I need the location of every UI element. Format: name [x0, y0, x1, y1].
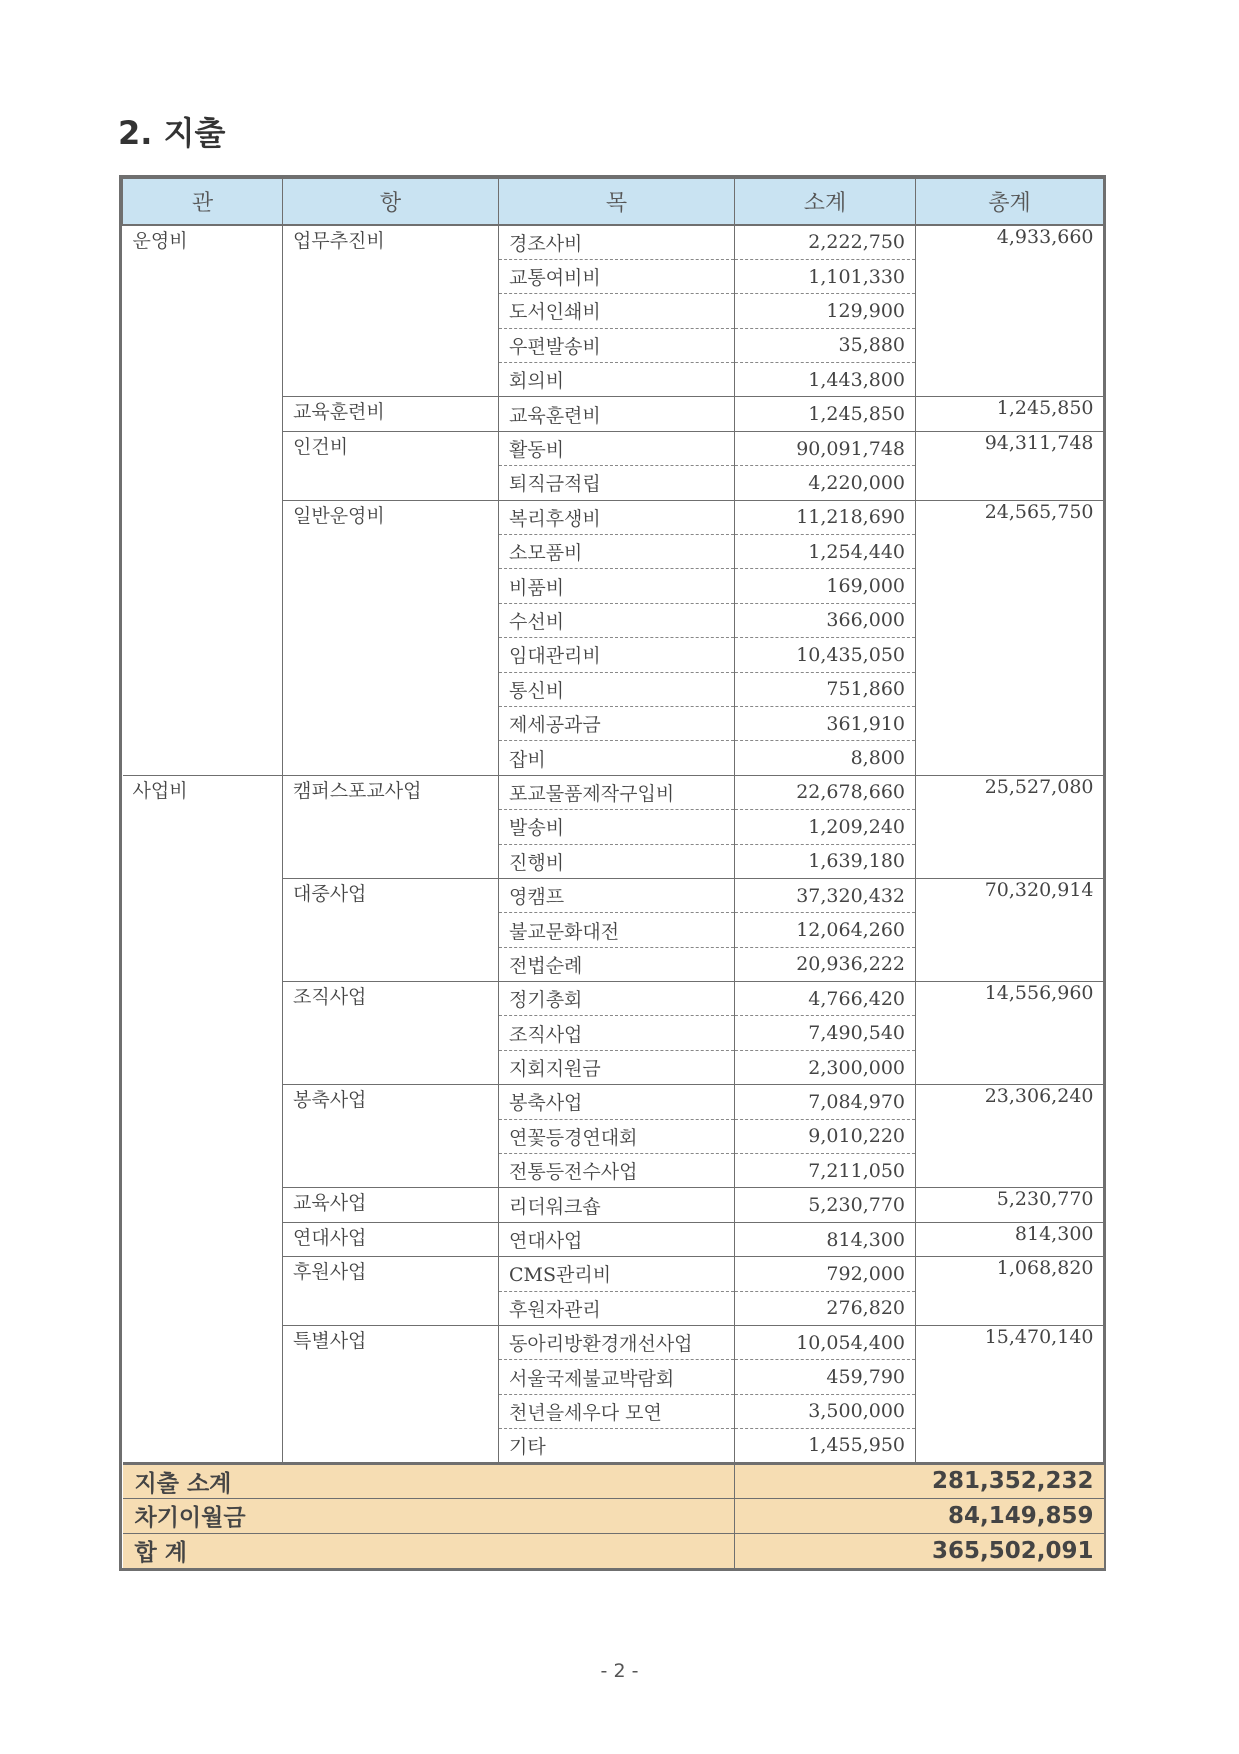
cell-total: 70,320,914 [916, 878, 1104, 981]
cell-hang: 특별사업 [283, 1326, 499, 1464]
cell-subtotal: 90,091,748 [735, 431, 916, 465]
cell-hang: 교육사업 [283, 1188, 499, 1222]
cell-subtotal: 169,000 [735, 569, 916, 603]
cell-subtotal: 1,254,440 [735, 535, 916, 569]
cell-gwan: 사업비 [123, 775, 283, 1463]
cell-total: 24,565,750 [916, 500, 1104, 775]
header-subtotal: 소계 [735, 179, 916, 226]
header-total: 총계 [916, 179, 1104, 226]
cell-mok: 불교문화대전 [499, 913, 735, 947]
cell-subtotal: 10,054,400 [735, 1326, 916, 1360]
cell-total: 814,300 [916, 1222, 1104, 1256]
summary-label: 차기이월금 [123, 1498, 735, 1533]
section-title: 2. 지출 [118, 114, 226, 152]
cell-mok: 임대관리비 [499, 638, 735, 672]
cell-mok: 통신비 [499, 672, 735, 706]
cell-subtotal: 37,320,432 [735, 878, 916, 912]
cell-subtotal: 10,435,050 [735, 638, 916, 672]
expenditure-table-frame [119, 175, 1106, 1571]
cell-hang: 업무추진비 [283, 225, 499, 397]
cell-subtotal: 361,910 [735, 706, 916, 740]
summary-label: 지출 소계 [123, 1463, 735, 1498]
cell-mok: 복리후생비 [499, 500, 735, 534]
cell-total: 25,527,080 [916, 775, 1104, 878]
cell-hang: 조직사업 [283, 982, 499, 1085]
cell-mok: 교육훈련비 [499, 397, 735, 431]
table-row [123, 775, 1104, 809]
cell-subtotal: 129,900 [735, 294, 916, 328]
cell-mok: 진행비 [499, 844, 735, 878]
cell-mok: 서울국제불교박람회 [499, 1360, 735, 1394]
cell-hang: 캠퍼스포교사업 [283, 775, 499, 878]
cell-mok: 정기총회 [499, 982, 735, 1016]
cell-mok: 기타 [499, 1429, 735, 1463]
summary-row [123, 1533, 1104, 1568]
summary-label: 합 계 [123, 1533, 735, 1568]
cell-subtotal: 4,220,000 [735, 466, 916, 500]
cell-total: 1,245,850 [916, 397, 1104, 431]
cell-subtotal: 1,455,950 [735, 1429, 916, 1463]
summary-value: 84,149,859 [735, 1498, 1104, 1533]
cell-mok: 후원자관리 [499, 1291, 735, 1325]
cell-mok: 경조사비 [499, 225, 735, 259]
cell-subtotal: 276,820 [735, 1291, 916, 1325]
cell-mok: CMS관리비 [499, 1257, 735, 1291]
cell-hang: 대중사업 [283, 878, 499, 981]
cell-hang: 일반운영비 [283, 500, 499, 775]
cell-mok: 동아리방환경개선사업 [499, 1326, 735, 1360]
cell-mok: 봉축사업 [499, 1085, 735, 1119]
cell-mok: 교통여비비 [499, 259, 735, 293]
cell-mok: 발송비 [499, 810, 735, 844]
cell-subtotal: 1,101,330 [735, 259, 916, 293]
cell-hang: 연대사업 [283, 1222, 499, 1256]
cell-subtotal: 2,300,000 [735, 1050, 916, 1084]
table-body [123, 225, 1104, 1568]
cell-mok: 활동비 [499, 431, 735, 465]
cell-subtotal: 8,800 [735, 741, 916, 775]
cell-hang: 봉축사업 [283, 1085, 499, 1188]
cell-subtotal: 7,211,050 [735, 1154, 916, 1188]
cell-subtotal: 366,000 [735, 603, 916, 637]
table-row [123, 225, 1104, 259]
cell-subtotal: 20,936,222 [735, 947, 916, 981]
page-number: - 2 - [600, 1660, 639, 1682]
cell-mok: 수선비 [499, 603, 735, 637]
cell-mok: 도서인쇄비 [499, 294, 735, 328]
header-hang: 항 [283, 179, 499, 226]
cell-subtotal: 5,230,770 [735, 1188, 916, 1222]
cell-subtotal: 7,084,970 [735, 1085, 916, 1119]
cell-subtotal: 814,300 [735, 1222, 916, 1256]
cell-total: 5,230,770 [916, 1188, 1104, 1222]
cell-subtotal: 9,010,220 [735, 1119, 916, 1153]
cell-hang: 후원사업 [283, 1257, 499, 1326]
cell-subtotal: 751,860 [735, 672, 916, 706]
cell-subtotal: 22,678,660 [735, 775, 916, 809]
cell-subtotal: 3,500,000 [735, 1394, 916, 1428]
cell-subtotal: 2,222,750 [735, 225, 916, 259]
cell-subtotal: 1,639,180 [735, 844, 916, 878]
cell-subtotal: 792,000 [735, 1257, 916, 1291]
cell-total: 4,933,660 [916, 225, 1104, 397]
cell-subtotal: 12,064,260 [735, 913, 916, 947]
cell-mok: 리더워크숍 [499, 1188, 735, 1222]
cell-mok: 전통등전수사업 [499, 1154, 735, 1188]
cell-total: 94,311,748 [916, 431, 1104, 500]
cell-subtotal: 1,209,240 [735, 810, 916, 844]
cell-mok: 연대사업 [499, 1222, 735, 1256]
cell-mok: 잡비 [499, 741, 735, 775]
cell-mok: 조직사업 [499, 1016, 735, 1050]
summary-row [123, 1463, 1104, 1498]
cell-subtotal: 4,766,420 [735, 982, 916, 1016]
cell-mok: 영캠프 [499, 878, 735, 912]
cell-mok: 포교물품제작구입비 [499, 775, 735, 809]
cell-total: 1,068,820 [916, 1257, 1104, 1326]
expenditure-table [122, 178, 1104, 1568]
cell-hang: 교육훈련비 [283, 397, 499, 431]
cell-mok: 연꽃등경연대회 [499, 1119, 735, 1153]
summary-row [123, 1498, 1104, 1533]
cell-gwan: 운영비 [123, 225, 283, 775]
header-gwan: 관 [123, 179, 283, 226]
table-header-row [123, 179, 1104, 226]
cell-mok: 비품비 [499, 569, 735, 603]
cell-mok: 우편발송비 [499, 328, 735, 362]
cell-mok: 회의비 [499, 363, 735, 397]
cell-subtotal: 11,218,690 [735, 500, 916, 534]
header-mok: 목 [499, 179, 735, 226]
cell-mok: 퇴직금적립 [499, 466, 735, 500]
cell-subtotal: 1,245,850 [735, 397, 916, 431]
cell-subtotal: 459,790 [735, 1360, 916, 1394]
cell-mok: 천년을세우다 모연 [499, 1394, 735, 1428]
cell-total: 15,470,140 [916, 1326, 1104, 1464]
summary-value: 281,352,232 [735, 1463, 1104, 1498]
cell-total: 23,306,240 [916, 1085, 1104, 1188]
cell-subtotal: 1,443,800 [735, 363, 916, 397]
cell-mok: 전법순례 [499, 947, 735, 981]
cell-mok: 지회지원금 [499, 1050, 735, 1084]
summary-value: 365,502,091 [735, 1533, 1104, 1568]
cell-mok: 제세공과금 [499, 706, 735, 740]
cell-subtotal: 7,490,540 [735, 1016, 916, 1050]
cell-subtotal: 35,880 [735, 328, 916, 362]
cell-mok: 소모품비 [499, 535, 735, 569]
cell-total: 14,556,960 [916, 982, 1104, 1085]
cell-hang: 인건비 [283, 431, 499, 500]
